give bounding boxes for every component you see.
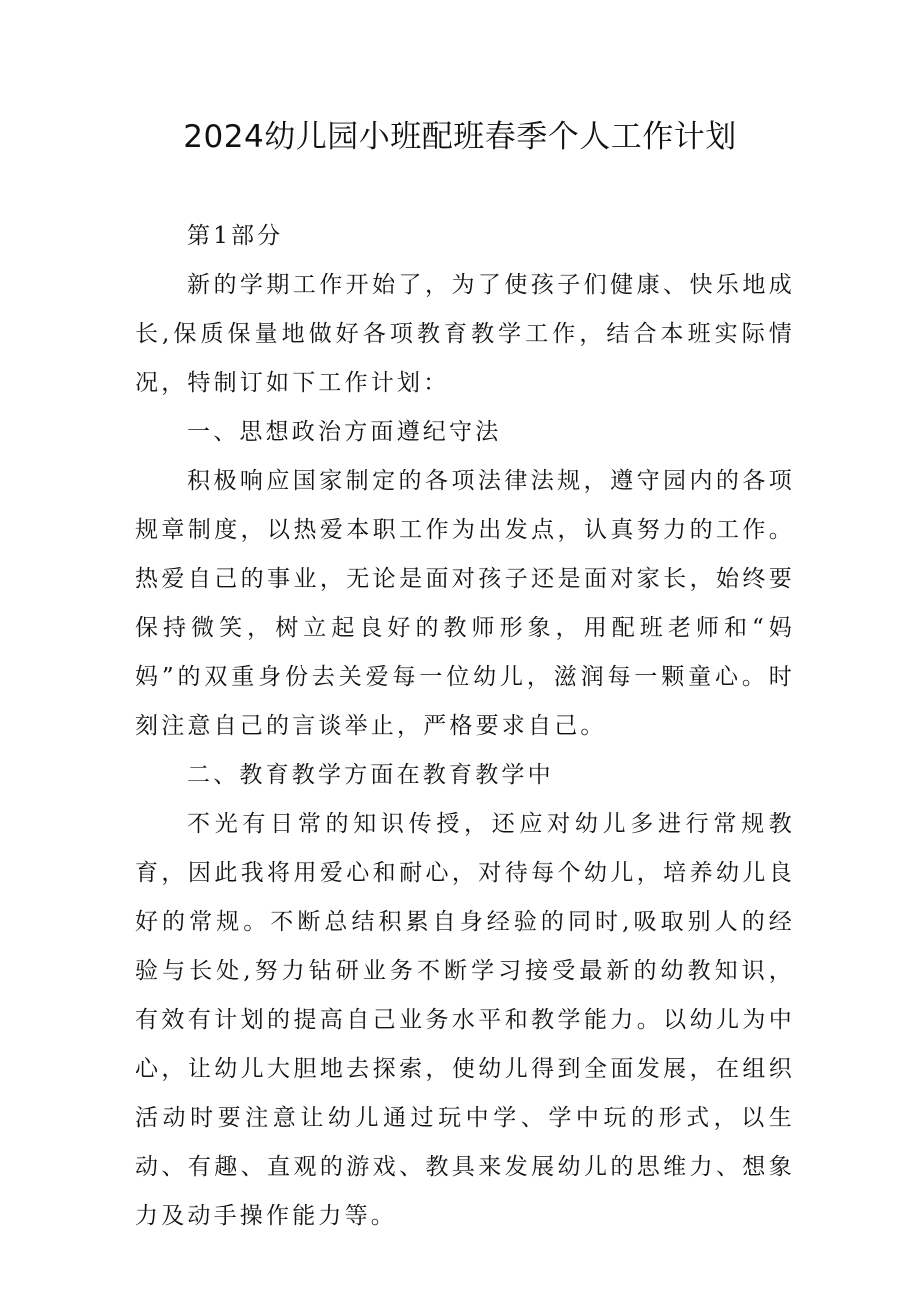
teaching-paragraph: 不光有日常的知识传授，还应对幼儿多进行常规教育，因此我将用爱心和耐心，对待每个幼儿，培养幼儿良好的常规。不断总结积累自身经验的同时,吸取别人的经验与长处,努力钻研业务不断学习接受最新的幼教知识，有效有计划的提高自己业务水平和教学能力。以幼儿为中心，让幼儿大胆地去探索，使幼儿得到全面发展，在组织活动时要注意让幼儿通过玩中学、学中玩的形式，以生动、有趣、直观的游戏、教具来发展幼儿的思维力、想象力及动手操作能力等。 [135, 811, 795, 1229]
ideology-paragraph: 积极响应国家制定的各项法律法规，遵守园内的各项规章制度，以热爱本职工作为出发点，认真努力的工作。热爱自己的事业，无论是面对孩子还是面对家长，始终要保持微笑，树立起良好的教师形象，用配班老师和“妈妈”的双重身份去关爱每一位幼儿，滋润每一颗童心。时刻注意自己的言谈举止，严格要求自己。 [135, 468, 795, 739]
section-heading-teaching: 二、教育教学方面在教育教学中 [187, 762, 554, 788]
section-heading-part-1: 第1部分 [187, 223, 284, 249]
document-title: 2024幼儿园小班配班春季个人工作计划 [183, 119, 737, 155]
section-heading-ideology: 一、思想政治方面遵纪守法 [187, 419, 502, 445]
document-body [135, 212, 795, 1241]
intro-paragraph: 新的学期工作开始了，为了使孩子们健康、快乐地成长,保质保量地做好各项教育教学工作，结合本班实际情况，特制订如下工作计划： [135, 272, 795, 396]
